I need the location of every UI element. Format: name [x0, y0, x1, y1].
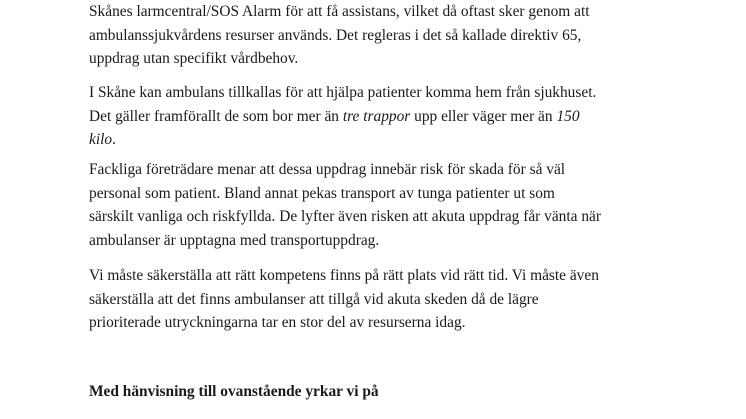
- text-line: I Skåne kan ambulans tillkallas för att hjälpa patienter komma hem från sjukhuset.: [89, 84, 597, 101]
- paragraph-ambulance-transport: [89, 81, 596, 152]
- text-line: ambulanser är upptagna med transportuppdrag.: [89, 231, 380, 249]
- paragraph-competence: [89, 264, 599, 335]
- text-segment: .: [112, 131, 116, 148]
- text-line: uppdrag utan specifikt vårdbehov.: [89, 50, 299, 67]
- text-line: personal som patient. Bland annat pekas transport av tunga patienter ut som: [89, 184, 555, 202]
- text-segment: Det gäller framförallt de som bor mer än: [89, 107, 343, 125]
- section-heading: Med hänvisning till ovanstående yrkar vi på: [89, 383, 379, 400]
- paragraph-union-concerns: [89, 158, 601, 252]
- text-line: Fackliga företrädare menar att dessa uppdrag innebär risk för skada för så väl: [89, 161, 566, 178]
- italic-text: 150: [556, 107, 580, 125]
- text-line: prioriterade utryckningarna tar en stor del av resurserna idag.: [89, 314, 466, 331]
- paragraph-sos-alarm: [89, 0, 590, 71]
- italic-text: tre trappor: [342, 107, 411, 125]
- text-line: ambulanssjukvårdens resurser används. Det regleras i det så kallade direktiv 65,: [89, 26, 582, 44]
- text-line: Vi måste säkerställa att rätt kompetens finns på rätt plats vid rätt tid. Vi måste även: [89, 267, 599, 284]
- text-line: Skånes larmcentral/SOS Alarm för att få assistans, vilket då oftast sker genom att: [89, 3, 590, 20]
- italic-text: kilo: [89, 131, 113, 148]
- text-line: särskilt vanliga och riskfyllda. De lyfter även risken att akuta uppdrag får vänta när: [89, 208, 601, 225]
- text-segment: upp eller väger mer än: [410, 107, 557, 125]
- text-line: säkerställa att det finns ambulanser att tillgå vid akuta skeden då de lägre: [89, 290, 539, 308]
